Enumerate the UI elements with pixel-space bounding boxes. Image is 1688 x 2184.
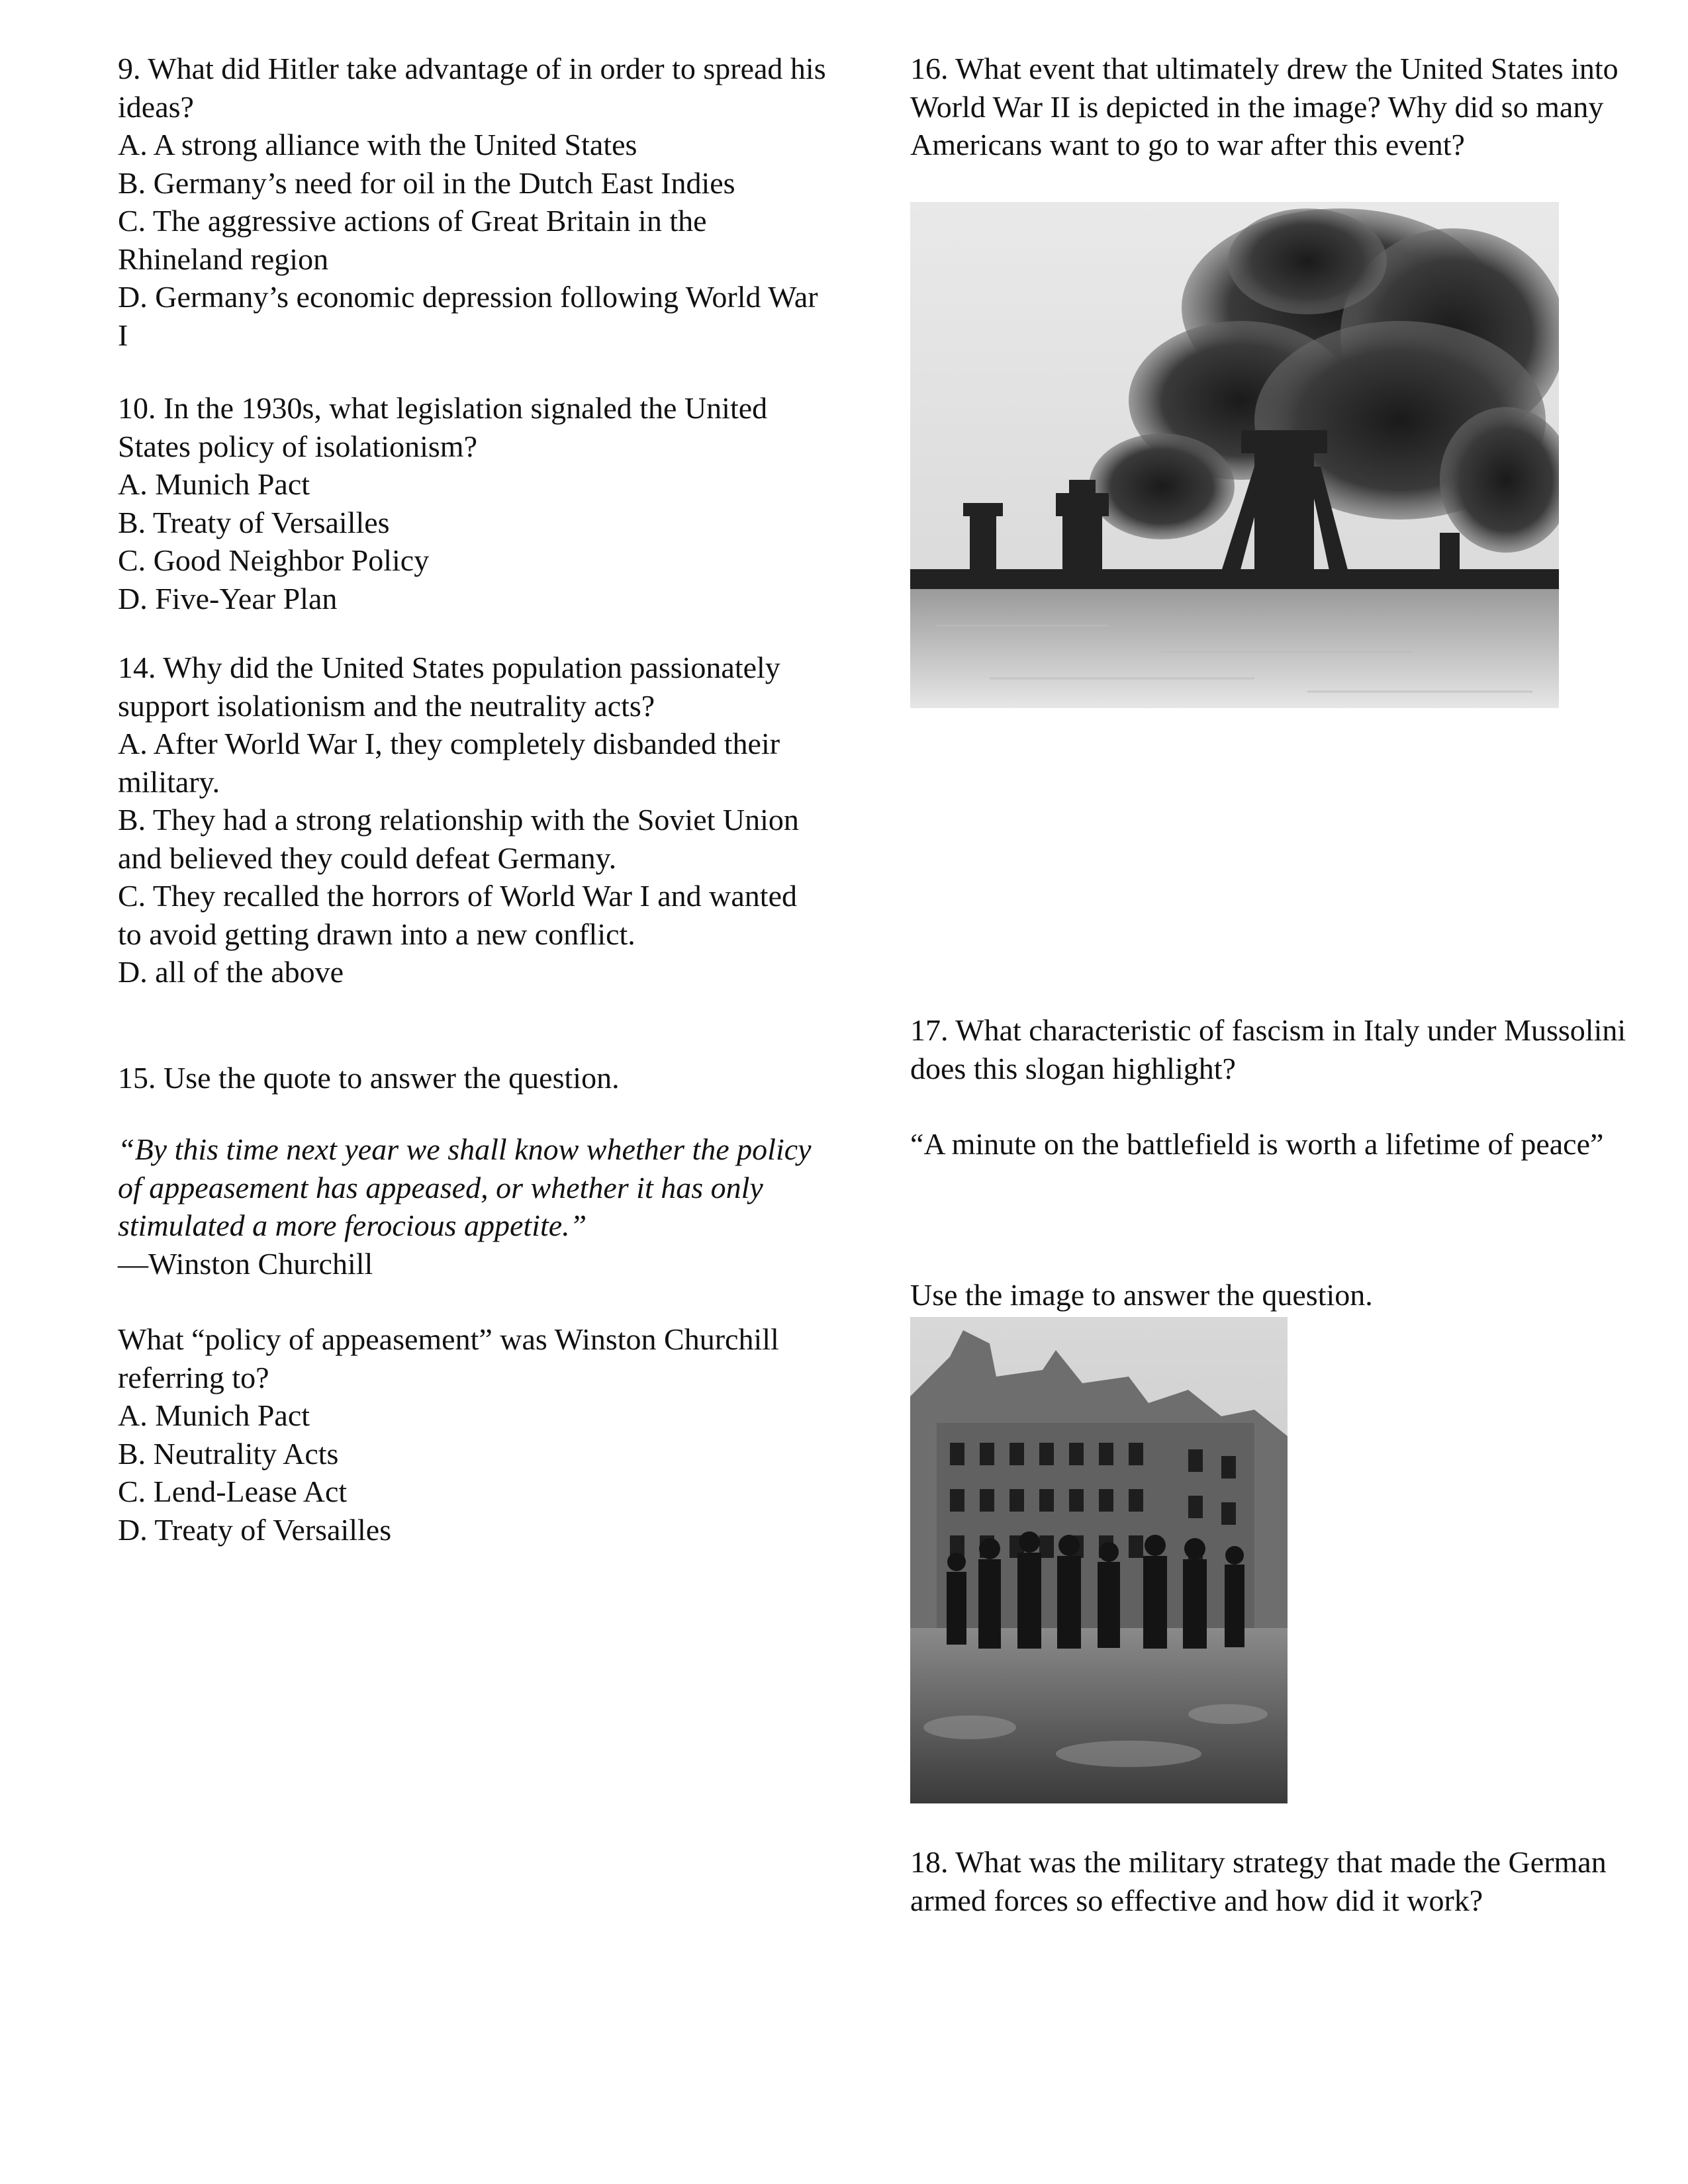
burning-battleships-photo: [910, 202, 1559, 708]
mussolini-slogan: “A minute on the battlefield is worth a lifetime of peace”: [910, 1127, 1604, 1161]
question-14-option-b: B. They had a strong relationship with the Soviet Union and believed they could defeat Germany.: [118, 803, 799, 875]
question-16: [910, 50, 1652, 164]
image-prompt-text: Use the image to answer the question.: [910, 1278, 1373, 1312]
question-14-option-d: D. all of the above: [118, 955, 344, 989]
question-10-option-a: A. Munich Pact: [118, 467, 310, 501]
question-14: [118, 649, 826, 991]
question-14-text: 14. Why did the United States population passionately support isolationism and the neutrality acts?: [118, 651, 780, 723]
question-9-option-d: D. Germany’s economic depression following World War I: [118, 280, 818, 352]
question-15-prompt: What “policy of appeasement” was Winston Churchill referring to?: [118, 1322, 779, 1394]
burning-battleships-icon: [910, 202, 1559, 708]
ruined-city-soldiers-icon: [910, 1317, 1288, 1803]
question-15-option-c: C. Lend-Lease Act: [118, 1475, 348, 1508]
question-15-option-d: D. Treaty of Versailles: [118, 1512, 392, 1547]
ruined-city-soldiers-photo: [910, 1317, 1288, 1803]
question-10: [118, 389, 826, 617]
question-10-option-d: D. Five-Year Plan: [118, 581, 338, 615]
question-9-option-b: B. Germany’s need for oil in the Dutch East Indies: [118, 165, 735, 200]
question-10-option-b: B. Treaty of Versailles: [118, 505, 390, 539]
question-9-option-c: C. The aggressive actions of Great Britain in the Rhineland region: [118, 204, 707, 276]
question-14-option-c: C. They recalled the horrors of World War I and wanted to avoid getting drawn into a new conflict.: [118, 879, 797, 951]
question-15-option-a: A. Munich Pact: [118, 1398, 310, 1432]
question-18-text: 18. What was the military strategy that made the German armed forces so effective and how did it work?: [910, 1845, 1607, 1917]
question-15-option-b: B. Neutrality Acts: [118, 1436, 339, 1471]
question-15-quote-block: [118, 1130, 826, 1283]
question-14-option-a: A. After World War I, they completely disbanded their military.: [118, 727, 780, 799]
mussolini-slogan-block: [910, 1125, 1652, 1163]
question-15: [118, 1059, 826, 1097]
image-prompt: [910, 1276, 1652, 1314]
question-10-option-c: C. Good Neighbor Policy: [118, 543, 430, 577]
question-18: [910, 1843, 1652, 1919]
question-9-text: 9. What did Hitler take advantage of in order to spread his ideas?: [118, 52, 826, 124]
question-15-text: 15. Use the quote to answer the question.: [118, 1061, 620, 1095]
question-10-text: 10. In the 1930s, what legislation signaled the United States policy of isolationism?: [118, 391, 768, 463]
question-9: [118, 50, 826, 354]
churchill-quote: “By this time next year we shall know whether the policy of appeasement has appeased, or whether it has only stimulated a more ferocious appetite.”: [118, 1132, 812, 1242]
question-9-option-a: A. A strong alliance with the United States: [118, 128, 637, 161]
quote-attribution: —Winston Churchill: [118, 1246, 373, 1281]
question-17: [910, 1011, 1652, 1087]
question-16-text: 16. What event that ultimately drew the United States into World War II is depicted in the image? Why did so many Americans want to go to war after this event?: [910, 52, 1618, 161]
question-15-prompt-block: [118, 1320, 826, 1549]
question-17-text: 17. What characteristic of fascism in Italy under Mussolini does this slogan highlight?: [910, 1013, 1626, 1085]
